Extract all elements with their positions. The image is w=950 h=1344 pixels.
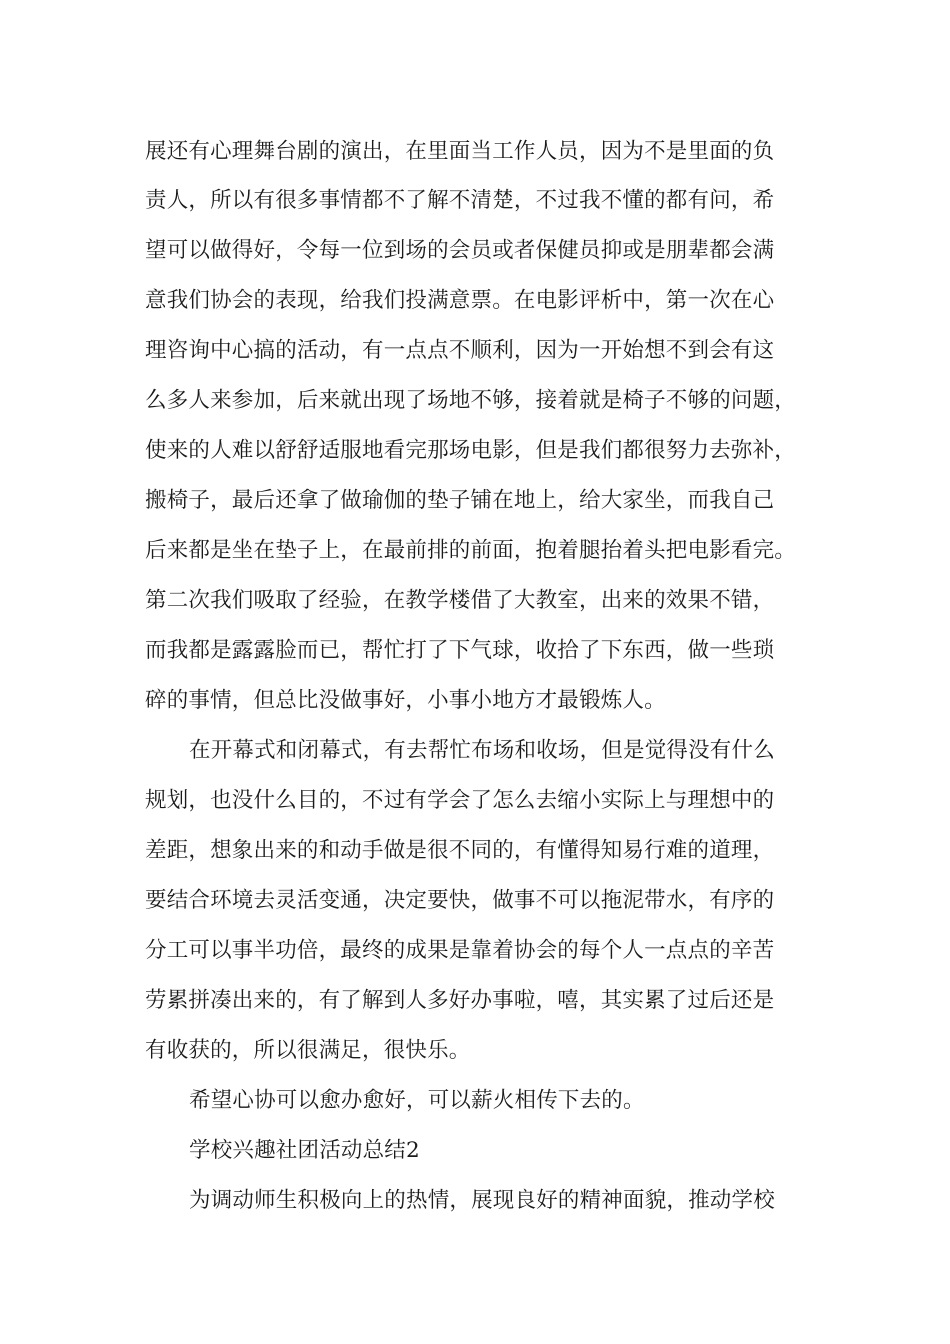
paragraph-line: 要结合环境去灵活变通，决定要快，做事不可以拖泥带水，有序的 xyxy=(145,888,775,913)
paragraph-line: 而我都是露露脸而已，帮忙打了下气球，收拾了下东西，做一些琐 xyxy=(145,638,775,663)
paragraph-line: 有收获的，所以很满足，很快乐。 xyxy=(145,1038,471,1063)
paragraph-line: 希望心协可以愈办愈好，可以薪火相传下去的。 xyxy=(189,1088,645,1113)
section-heading: 学校兴趣社团活动总结2 xyxy=(189,1138,420,1163)
paragraph-line: 理咨询中心搞的活动，有一点点不顺利，因为一开始想不到会有这 xyxy=(145,338,775,363)
paragraph-line: 差距，想象出来的和动手做是很不同的，有懂得知易行难的道理， xyxy=(145,838,775,863)
paragraph-line: 望可以做得好，令每一位到场的会员或者保健员抑或是朋辈都会满 xyxy=(145,238,775,263)
paragraph-line: 意我们协会的表现，给我们投满意票。在电影评析中，第一次在心 xyxy=(145,288,775,313)
paragraph-line: 劳累拼凑出来的，有了解到人多好办事啦，嘻，其实累了过后还是 xyxy=(145,988,775,1013)
paragraph-line: 展还有心理舞台剧的演出，在里面当工作人员，因为不是里面的负 xyxy=(145,139,775,164)
paragraph-line: 么多人来参加，后来就出现了场地不够，接着就是椅子不够的问题， xyxy=(145,388,797,413)
paragraph-line: 第二次我们吸取了经验，在教学楼借了大教室，出来的效果不错， xyxy=(145,588,775,613)
paragraph-line: 搬椅子，最后还拿了做瑜伽的垫子铺在地上，给大家坐，而我自己 xyxy=(145,488,775,513)
paragraph-line: 使来的人难以舒舒适服地看完那场电影，但是我们都很努力去弥补， xyxy=(145,438,797,463)
paragraph-line: 分工可以事半功倍，最终的成果是靠着协会的每个人一点点的辛苦 xyxy=(145,938,775,963)
paragraph-line: 规划，也没什么目的，不过有学会了怎么去缩小实际上与理想中的 xyxy=(145,788,775,813)
paragraph-line: 在开幕式和闭幕式，有去帮忙布场和收场，但是觉得没有什么 xyxy=(189,738,775,763)
paragraph-line: 责人，所以有很多事情都不了解不清楚，不过我不懂的都有问，希 xyxy=(145,188,775,213)
paragraph-line: 为调动师生积极向上的热情，展现良好的精神面貌，推动学校 xyxy=(189,1188,775,1213)
paragraph-line: 碎的事情，但总比没做事好，小事小地方才最锻炼人。 xyxy=(145,688,666,713)
paragraph-line: 后来都是坐在垫子上，在最前排的前面，抱着腿抬着头把电影看完。 xyxy=(145,538,797,563)
